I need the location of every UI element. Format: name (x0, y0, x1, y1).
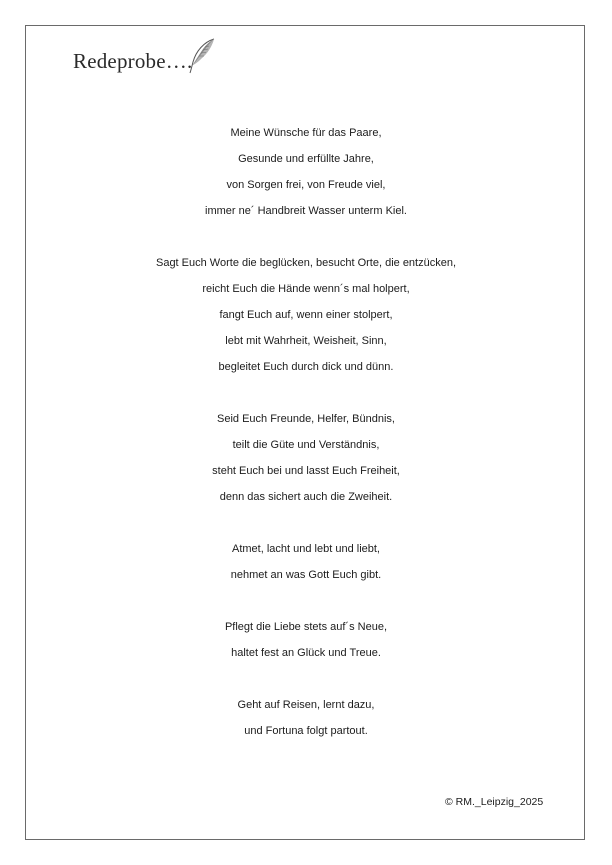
quill-feather-icon (187, 37, 217, 75)
poem-line: reicht Euch die Hände wenn´s mal holpert, (202, 283, 410, 295)
stanza (0, 250, 612, 380)
poem-line: denn das sichert auch die Zweiheit. (219, 491, 393, 503)
poem-line: Gesunde und erfüllte Jahre, (238, 153, 374, 165)
poem-line: haltet fest an Glück und Treue. (231, 647, 381, 659)
poem-line: begleitet Euch durch dick und dünn. (218, 361, 394, 373)
poem-line: Atmet, lacht und lebt und liebt, (232, 543, 380, 555)
poem-line: Meine Wünsche für das Paare, (230, 127, 382, 139)
page-title: Redeprobe…. (73, 49, 193, 73)
stanza (0, 692, 612, 744)
stanza (0, 406, 612, 510)
poem-line: nehmet an was Gott Euch gibt. (230, 569, 382, 581)
page-header (73, 35, 217, 75)
poem-line: lebt mit Wahrheit, Weisheit, Sinn, (225, 335, 387, 347)
stanza (0, 614, 612, 666)
poem-line: Sagt Euch Worte die beglücken, besucht Orte, die entzücken, (155, 257, 457, 269)
poem-line: steht Euch bei und lasst Euch Freiheit, (212, 465, 400, 477)
poem-line: Seid Euch Freunde, Helfer, Bündnis, (217, 413, 395, 425)
poem-line: Geht auf Reisen, lernt dazu, (237, 699, 375, 711)
poem-line: teilt die Güte und Verständnis, (232, 439, 380, 451)
poem-line: Pflegt die Liebe stets auf´s Neue, (224, 621, 388, 633)
poem-line: und Fortuna folgt partout. (244, 725, 368, 737)
stanza (0, 120, 612, 224)
copyright-notice: © RM._Leipzig_2025 (445, 796, 544, 808)
poem-line: von Sorgen frei, von Freude viel, (226, 179, 386, 191)
stanza (0, 536, 612, 588)
poem-body (0, 120, 612, 770)
poem-line: immer ne´ Handbreit Wasser unterm Kiel. (205, 205, 407, 217)
poem-line: fangt Euch auf, wenn einer stolpert, (219, 309, 393, 321)
